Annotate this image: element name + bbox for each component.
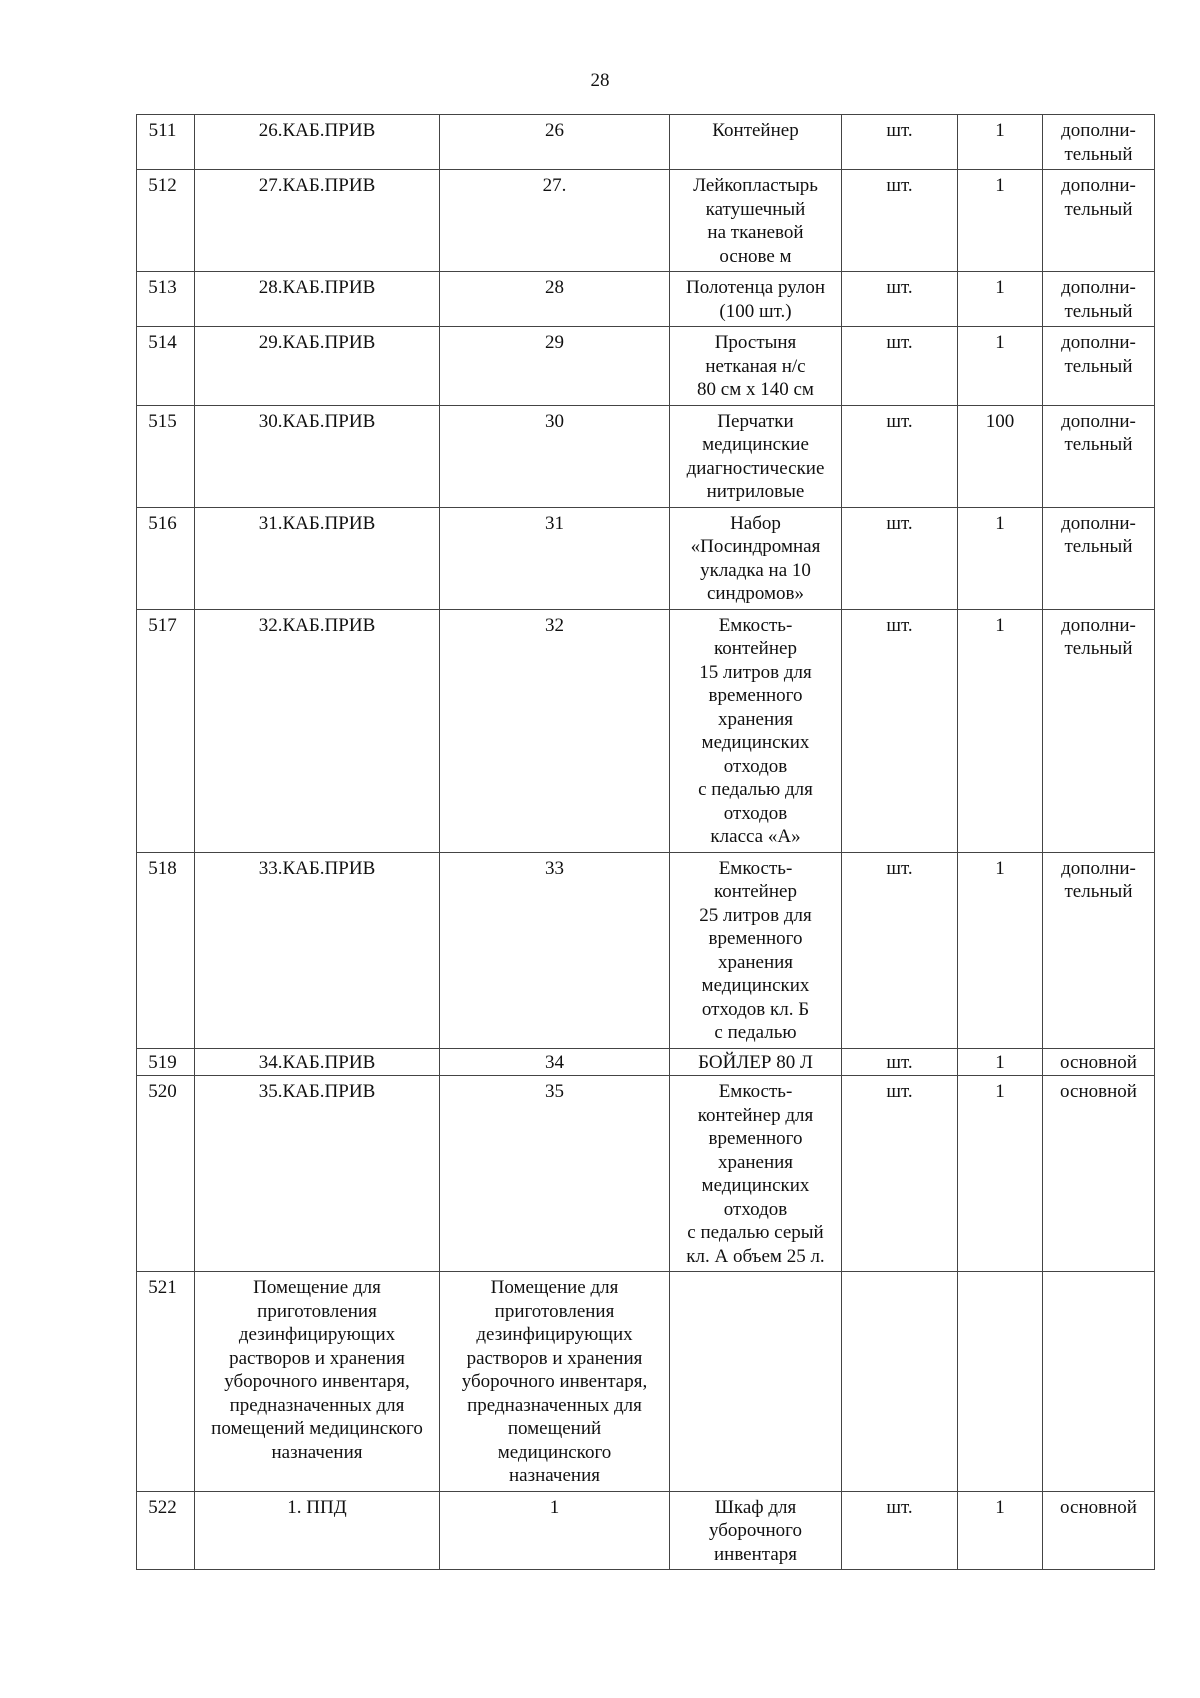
row-number-cell: 514 [137,327,195,406]
room-code-cell: 30.КАБ.ПРИВ [195,405,440,507]
item-index-cell: 34 [440,1048,670,1076]
quantity-cell: 1 [958,170,1043,272]
item-index-cell: 35 [440,1076,670,1272]
item-index-cell: 30 [440,405,670,507]
item-name-cell: Емкость- контейнер 15 литров для временного хранения медицинских отходов с педалью для отходов класса «А» [670,609,842,852]
row-number-cell: 518 [137,852,195,1048]
equipment-type-cell: дополни- тельный [1043,170,1155,272]
page-number: 28 [590,70,610,91]
table-row [137,272,1155,327]
unit-cell: шт. [842,170,958,272]
table-row [137,1272,1155,1492]
item-index-cell: 1 [440,1491,670,1570]
table-row [137,115,1155,170]
equipment-type-cell: основной [1043,1076,1155,1272]
item-name-cell: Лейкопластырь катушечный на тканевой основе м [670,170,842,272]
room-code-cell: Помещение для приготовления дезинфицирующих растворов и хранения уборочного инвентаря, предназначенных для помещений медицинского назначения [195,1272,440,1492]
unit-cell: шт. [842,272,958,327]
room-code-cell: 35.КАБ.ПРИВ [195,1076,440,1272]
item-name-cell: Набор «Посиндромная укладка на 10 синдромов» [670,507,842,609]
room-code-cell: 28.КАБ.ПРИВ [195,272,440,327]
table-row [137,609,1155,852]
room-code-cell: 29.КАБ.ПРИВ [195,327,440,406]
item-index-cell: 26 [440,115,670,170]
unit-cell: шт. [842,852,958,1048]
quantity-cell: 1 [958,327,1043,406]
room-code-cell: 34.КАБ.ПРИВ [195,1048,440,1076]
row-number-cell: 511 [137,115,195,170]
item-index-cell: 32 [440,609,670,852]
quantity-cell: 1 [958,852,1043,1048]
quantity-cell: 1 [958,1048,1043,1076]
room-code-cell: 1. ППД [195,1491,440,1570]
item-name-cell: Перчатки медицинские диагностические нитриловые [670,405,842,507]
quantity-cell: 1 [958,507,1043,609]
row-number-cell: 520 [137,1076,195,1272]
item-index-cell: 27. [440,170,670,272]
equipment-type-cell: основной [1043,1048,1155,1076]
item-index-cell: Помещение для приготовления дезинфицирующих растворов и хранения уборочного инвентаря, предназначенных для помещений медицинского назначения [440,1272,670,1492]
item-name-cell: Контейнер [670,115,842,170]
unit-cell: шт. [842,1491,958,1570]
row-number-cell: 512 [137,170,195,272]
quantity-cell: 1 [958,609,1043,852]
quantity-cell: 1 [958,115,1043,170]
table-row [137,1048,1155,1076]
equipment-type-cell: дополни- тельный [1043,507,1155,609]
item-name-cell: Простыня нетканая н/с 80 см х 140 см [670,327,842,406]
row-number-cell: 516 [137,507,195,609]
item-index-cell: 33 [440,852,670,1048]
equipment-type-cell: дополни- тельный [1043,272,1155,327]
item-name-cell: Полотенца рулон (100 шт.) [670,272,842,327]
quantity-cell [958,1272,1043,1492]
unit-cell: шт. [842,115,958,170]
row-number-cell: 515 [137,405,195,507]
item-index-cell: 31 [440,507,670,609]
equipment-type-cell: дополни- тельный [1043,609,1155,852]
table-row [137,507,1155,609]
quantity-cell: 1 [958,272,1043,327]
unit-cell: шт. [842,609,958,852]
item-name-cell: Емкость- контейнер для временного хранения медицинских отходов с педалью серый кл. А объем 25 л. [670,1076,842,1272]
unit-cell: шт. [842,405,958,507]
item-name-cell: БОЙЛЕР 80 Л [670,1048,842,1076]
table-row [137,327,1155,406]
item-name-cell: Шкаф для уборочного инвентаря [670,1491,842,1570]
row-number-cell: 517 [137,609,195,852]
item-name-cell: Емкость- контейнер 25 литров для временного хранения медицинских отходов кл. Б с педалью [670,852,842,1048]
equipment-type-cell: дополни- тельный [1043,327,1155,406]
unit-cell: шт. [842,327,958,406]
item-index-cell: 28 [440,272,670,327]
quantity-cell: 1 [958,1076,1043,1272]
unit-cell: шт. [842,1048,958,1076]
quantity-cell: 1 [958,1491,1043,1570]
equipment-type-cell: основной [1043,1491,1155,1570]
unit-cell [842,1272,958,1492]
row-number-cell: 522 [137,1491,195,1570]
room-code-cell: 27.КАБ.ПРИВ [195,170,440,272]
table-row [137,405,1155,507]
equipment-table [136,114,1155,1570]
equipment-type-cell: дополни- тельный [1043,852,1155,1048]
room-code-cell: 33.КАБ.ПРИВ [195,852,440,1048]
table-row [137,852,1155,1048]
equipment-type-cell: дополни- тельный [1043,405,1155,507]
quantity-cell: 100 [958,405,1043,507]
unit-cell: шт. [842,1076,958,1272]
unit-cell: шт. [842,507,958,609]
row-number-cell: 521 [137,1272,195,1492]
item-index-cell: 29 [440,327,670,406]
table-row [137,1076,1155,1272]
room-code-cell: 32.КАБ.ПРИВ [195,609,440,852]
item-name-cell [670,1272,842,1492]
room-code-cell: 31.КАБ.ПРИВ [195,507,440,609]
row-number-cell: 519 [137,1048,195,1076]
table-row [137,1491,1155,1570]
row-number-cell: 513 [137,272,195,327]
equipment-type-cell: дополни- тельный [1043,115,1155,170]
table-row [137,170,1155,272]
table-body [137,115,1155,1570]
room-code-cell: 26.КАБ.ПРИВ [195,115,440,170]
equipment-type-cell [1043,1272,1155,1492]
